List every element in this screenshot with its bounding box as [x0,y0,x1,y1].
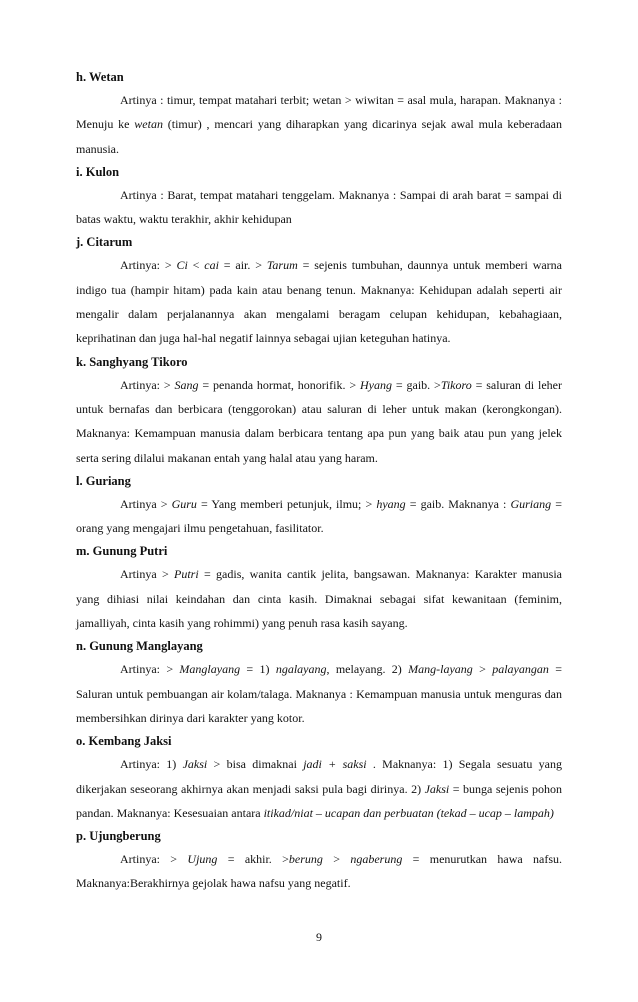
section-heading: n. Gunung Manglayang [76,639,203,654]
section-paragraph: Artinya : timur, tempat matahari terbit; wetan > wiwitan = asal mula, harapan. Maknanya : Menuju ke wetan (timur) , mencari yang diharapkan yang dicarinya sejak awal mula keberadaan manusia. [76,93,563,156]
section-gunung-putri [76,540,562,635]
section-kulon [76,161,562,232]
section-heading: o. Kembang Jaksi [76,734,172,749]
page-number: 9 [316,930,322,944]
section-paragraph: Artinya > Putri = gadis, wanita cantik jelita, bangsawan. Maknanya: Karakter manusia yang dihiasi nilai keindahan dan cinta kasih. Dimaknai sebagai sifat kewanitaan (feminim, jamalliyah, cinta kasih yang rohimmi) yang penuh rasa kasih sayang. [76,567,562,631]
section-heading: j. Citarum [76,235,133,250]
section-heading: k. Sanghyang Tikoro [76,354,188,369]
section-wetan [76,66,562,161]
section-heading: p. Ujungberung [76,829,161,844]
section-paragraph: Artinya: > Ujung = akhir. >berung > ngaberung = menurutkan hawa nafsu. Maknanya:Berakhirnya gejolak hawa nafsu yang negatif. [76,852,563,891]
section-paragraph: Artinya: > Sang = penanda hormat, honorifik. > Hyang = gaib. >Tikoro = saluran di leher untuk bernafas dan berbicara (tenggorokan) atau saluran di leher untuk makan (kerongkongan). Maknanya: Kemampuan manusia dalam berbicara tentang apa pun yang baik atau pun yang jelek serta sering dilalui makanan entah yang halal atau yang haram. [76,377,562,465]
section-heading: h. Wetan [76,70,124,84]
section-paragraph: Artinya : Barat, tempat matahari tenggelam. Maknanya : Sampai di arah barat = sampai di batas waktu, waktu terakhir, akhir kehidupan [76,187,562,227]
section-citarum [76,231,562,350]
section-heading: m. Gunung Putri [76,544,168,559]
section-heading: i. Kulon [76,164,120,179]
document-body [76,66,562,896]
section-paragraph: Artinya: > Ci < cai = air. > Tarum = sejenis tumbuhan, daunnya untuk memberi warna indigo tua (hampir hitam) pada kain atau benang tenun. Maknanya: Kehidupan adalah seperti air mengalir dalam perjalanannya akan mengalami beragam celupan kehidupan, kebahagiaan, keprihatinan dan juga hal-hal negatif lainnya sebagai ujian keteguhan hatinya. [76,258,563,346]
section-sanghyang-tikoro [76,351,562,470]
section-paragraph: Artinya: 1) Jaksi > bisa dimaknai jadi + saksi . Maknanya: 1) Segala sesuatu yang dikerjakan seseorang akhirnya akan menjadi saksi pula bagi dirinya. 2) Jaksi = bunga sejenis pohon pandan. Maknanya: Kesesuaian antara itikad/niat – ucapan dan perbuatan (tekad – ucap – lampah) [76,757,562,820]
section-paragraph: Artinya: > Manglayang = 1) ngalayang, melayang. 2) Mang-layang > palayangan = Saluran untuk pembuangan air kolam/talaga. Maknanya : Kemampuan manusia untuk menguras dan membersihkan dirinya dari karakter yang kotor. [76,662,562,725]
section-heading: l. Guriang [76,473,131,488]
section-ujungberung [76,825,562,896]
section-guriang [76,470,562,541]
section-kembang-jaksi [76,730,562,825]
section-gunung-manglayang [76,635,562,730]
section-paragraph: Artinya > Guru = Yang memberi petunjuk, ilmu; > hyang = gaib. Maknanya : Guriang = orang yang mengajari ilmu pengetahuan, fasilitator. [76,496,562,536]
